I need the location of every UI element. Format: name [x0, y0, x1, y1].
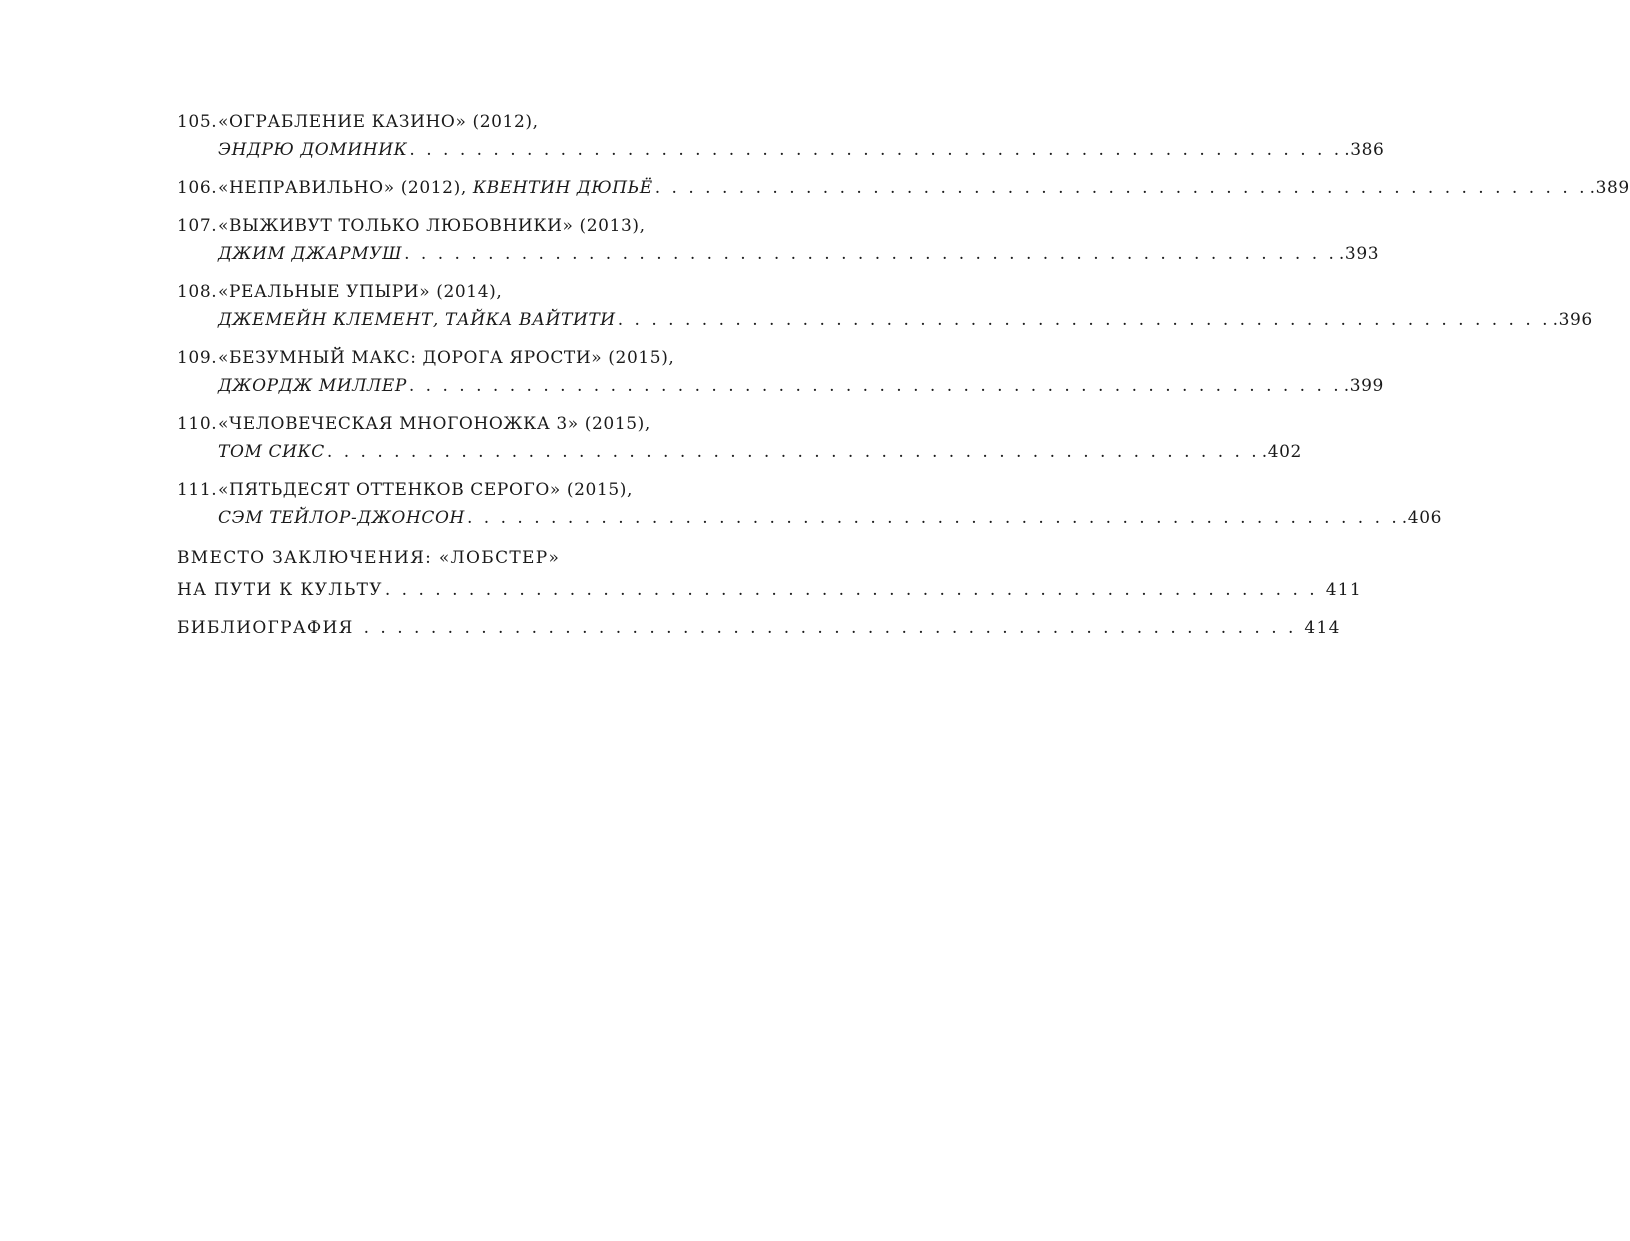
toc-entry-bibliography: [177, 612, 1341, 644]
toc-entry-107: [177, 212, 1380, 268]
leader-dots: . . . . . . . . . . . . . . . . . . . . . . . . . . . . . . . . . . . . . . . . . . . . . . . . . . . . . . . .: [617, 310, 1551, 330]
entry-page-number: .396: [1552, 310, 1593, 330]
entry-page-number: .389: [1589, 178, 1630, 198]
entry-title: «БЕЗУМНЫЙ МАКС: ДОРОГА ЯРОСТИ» (2015),: [218, 348, 675, 368]
toc-entry-conclusion: [177, 542, 1363, 606]
leader-dots: . . . . . . . . . . . . . . . . . . . . . . . . . . . . . . . . . . . . . . . . . . . . . . . . . . . . . . . .: [409, 140, 1343, 160]
entry-number: 105.: [177, 112, 218, 132]
entry-number: 111.: [177, 480, 218, 500]
entry-author: ЭНДРЮ ДОМИНИК: [218, 140, 408, 160]
conclusion-title-line1: ВМЕСТО ЗАКЛЮЧЕНИЯ: «ЛОБСТЕР»: [177, 548, 561, 568]
conclusion-title-line2: НА ПУТИ К КУЛЬТУ: [177, 580, 383, 600]
entry-author: ТОМ СИКС: [218, 442, 325, 462]
toc-entry-105: [177, 108, 1385, 164]
bibliography-title: БИБЛИОГРАФИЯ: [177, 618, 354, 638]
leader-dots: . . . . . . . . . . . . . . . . . . . . . . . . . . . . . . . . . . . . . . . . . . . . . . . . . . . . . . . .: [466, 508, 1400, 528]
entry-author: ДЖОРДЖ МИЛЛЕР: [218, 376, 407, 396]
entry-page-number: .399: [1343, 376, 1384, 396]
conclusion-page-number: 411: [1325, 580, 1363, 600]
entry-number: 106.: [177, 178, 218, 198]
table-of-contents: [177, 108, 1630, 650]
entry-number: 110.: [177, 414, 218, 434]
entry-title: «ПЯТЬДЕСЯТ ОТТЕНКОВ СЕРОГО» (2015),: [218, 480, 634, 500]
leader-dots: . . . . . . . . . . . . . . . . . . . . . . . . . . . . . . . . . . . . . . . . . . . . . . . . . . . . . . . .: [326, 442, 1260, 462]
entry-title: «РЕАЛЬНЫЕ УПЫРИ» (2014),: [218, 282, 503, 302]
bibliography-page-number: 414: [1304, 618, 1341, 638]
toc-entry-109: [177, 344, 1384, 400]
leader-dots: . . . . . . . . . . . . . . . . . . . . . . . . . . . . . . . . . . . . . . . . . . . . . . . . . . . . . . . .: [408, 376, 1342, 396]
entry-title: «ВЫЖИВУТ ТОЛЬКО ЛЮБОВНИКИ» (2013),: [218, 216, 646, 236]
entry-author: ДЖИМ ДЖАРМУШ: [218, 244, 403, 264]
entry-page-number: .386: [1344, 140, 1385, 160]
entry-author: СЭМ ТЕЙЛОР-ДЖОНСОН: [218, 508, 465, 528]
toc-entry-111: [177, 476, 1443, 532]
toc-entry-108: [177, 278, 1593, 334]
leader-dots: . . . . . . . . . . . . . . . . . . . . . . . . . . . . . . . . . . . . . . . . . . . . . . . . . . . . . . . .: [363, 618, 1297, 638]
leader-dots: . . . . . . . . . . . . . . . . . . . . . . . . . . . . . . . . . . . . . . . . . . . . . . . . . . . . . . . .: [384, 580, 1318, 600]
leader-dots: . . . . . . . . . . . . . . . . . . . . . . . . . . . . . . . . . . . . . . . . . . . . . . . . . . . . . . . .: [404, 244, 1337, 264]
entry-title: «ОГРАБЛЕНИЕ КАЗИНО» (2012),: [218, 112, 539, 132]
entry-number: 108.: [177, 282, 218, 302]
leader-dots: . . . . . . . . . . . . . . . . . . . . . . . . . . . . . . . . . . . . . . . . . . . . . . . . . . . . . . . .: [654, 178, 1588, 198]
entry-title: «НЕПРАВИЛЬНО» (2012),: [218, 178, 467, 198]
entry-author: ДЖЕМЕЙН КЛЕМЕНТ, ТАЙКА ВАЙТИТИ: [218, 310, 616, 330]
entry-author: КВЕНТИН ДЮПЬЁ: [472, 178, 653, 198]
toc-entry-110: [177, 410, 1302, 466]
entry-page-number: .406: [1401, 508, 1443, 528]
toc-entry-106: [177, 174, 1630, 202]
entry-page-number: .393: [1338, 244, 1380, 264]
entry-page-number: .402: [1261, 442, 1302, 462]
entry-title: «ЧЕЛОВЕЧЕСКАЯ МНОГОНОЖКА 3» (2015),: [218, 414, 651, 434]
entry-number: 109.: [177, 348, 218, 368]
entry-number: 107.: [177, 216, 218, 236]
